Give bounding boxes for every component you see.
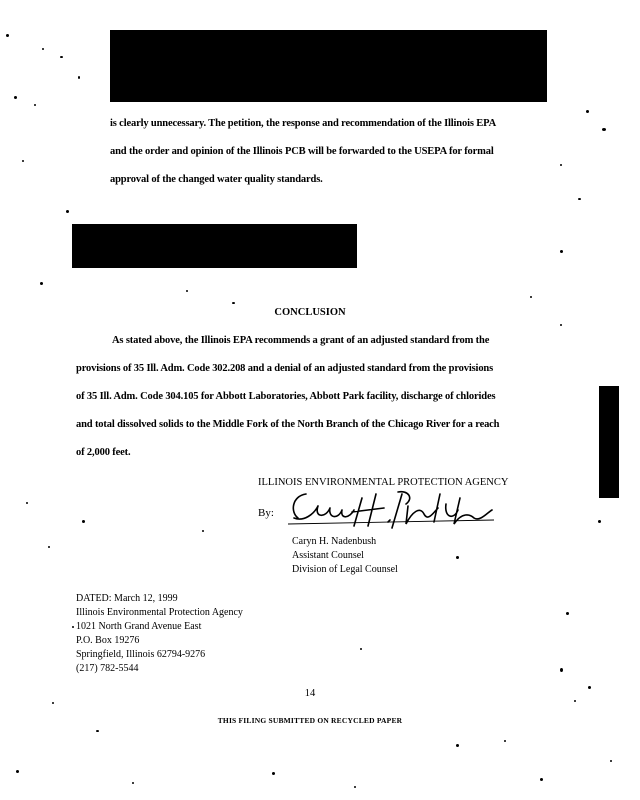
dated-street: 1021 North Grand Avenue East — [76, 621, 202, 632]
scan-speck — [186, 290, 188, 292]
scan-speck — [586, 110, 589, 113]
scan-speck — [602, 128, 606, 131]
dated-org: Illinois Environmental Protection Agency — [76, 607, 243, 618]
dated-phone: (217) 782-5544 — [76, 663, 139, 674]
scan-speck — [132, 782, 134, 784]
scan-speck — [34, 104, 36, 106]
agency-name: ILLINOIS ENVIRONMENTAL PROTECTION AGENCY — [258, 477, 509, 488]
scan-speck — [14, 96, 17, 99]
scan-speck — [6, 34, 9, 37]
handwritten-signature — [284, 484, 499, 534]
scan-speck — [456, 744, 459, 747]
scan-speck — [560, 668, 563, 672]
scan-speck — [272, 772, 275, 775]
scan-speck — [72, 626, 74, 628]
scan-speck — [26, 502, 28, 504]
scan-speck — [232, 302, 235, 304]
scan-speck — [96, 730, 99, 732]
scan-speck — [588, 686, 591, 689]
signer-title: Assistant Counsel — [292, 550, 364, 561]
scan-speck — [610, 760, 612, 762]
scan-speck — [66, 210, 69, 213]
signer-division: Division of Legal Counsel — [292, 564, 398, 575]
scan-speck — [598, 520, 601, 523]
by-label: By: — [258, 507, 274, 519]
upper-paragraph-line: and the order and opinion of the Illinois PCB will be forwarded to the USEPA for formal — [110, 146, 494, 157]
dated-city: Springfield, Illinois 62794-9276 — [76, 649, 206, 660]
scan-speck — [360, 648, 362, 650]
scan-speck — [566, 612, 569, 615]
conclusion-heading: CONCLUSION — [274, 307, 346, 318]
scan-speck — [42, 48, 44, 50]
scan-speck — [52, 702, 54, 704]
scan-speck — [560, 164, 562, 166]
scan-speck — [60, 56, 63, 58]
conclusion-line: provisions of 35 Ill. Adm. Code 302.208 and a denial of an adjusted standard from the provisions — [76, 363, 494, 374]
scan-speck — [540, 778, 543, 781]
conclusion-line: of 2,000 feet. — [76, 447, 131, 458]
redaction-bar-top — [110, 30, 547, 102]
dated-line: DATED: March 12, 1999 — [76, 593, 178, 604]
redaction-bar-right-edge — [599, 386, 619, 498]
footer-recycled-notice: THIS FILING SUBMITTED ON RECYCLED PAPER — [217, 716, 403, 725]
conclusion-line: and total dissolved solids to the Middle Fork of the North Branch of the Chicago River for a reach — [76, 419, 500, 430]
page-number: 14 — [304, 688, 316, 699]
conclusion-line: of 35 Ill. Adm. Code 304.105 for Abbott Laboratories, Abbott Park facility, discharge of chlorides — [76, 391, 496, 402]
scan-speck — [530, 296, 532, 298]
scan-speck — [78, 76, 80, 79]
scan-speck — [16, 770, 19, 773]
scan-speck — [456, 556, 459, 559]
scan-speck — [22, 160, 24, 162]
scan-speck — [578, 198, 581, 200]
scan-speck — [354, 786, 356, 788]
redaction-bar-middle — [72, 224, 357, 268]
conclusion-line: As stated above, the Illinois EPA recommends a grant of an adjusted standard from the — [112, 335, 490, 346]
scan-speck — [48, 546, 50, 548]
dated-po-box: P.O. Box 19276 — [76, 635, 140, 646]
upper-paragraph-line: is clearly unnecessary. The petition, the response and recommendation of the Illinois EPA — [110, 118, 497, 129]
signer-name: Caryn H. Nadenbush — [292, 536, 377, 547]
scan-speck — [202, 530, 204, 532]
scan-speck — [560, 250, 563, 253]
upper-paragraph-line: approval of the changed water quality standards. — [110, 174, 323, 185]
scan-speck — [574, 700, 576, 702]
scan-speck — [504, 740, 506, 742]
scan-speck — [40, 282, 43, 285]
scan-speck — [560, 324, 562, 326]
scan-speck — [82, 520, 85, 523]
